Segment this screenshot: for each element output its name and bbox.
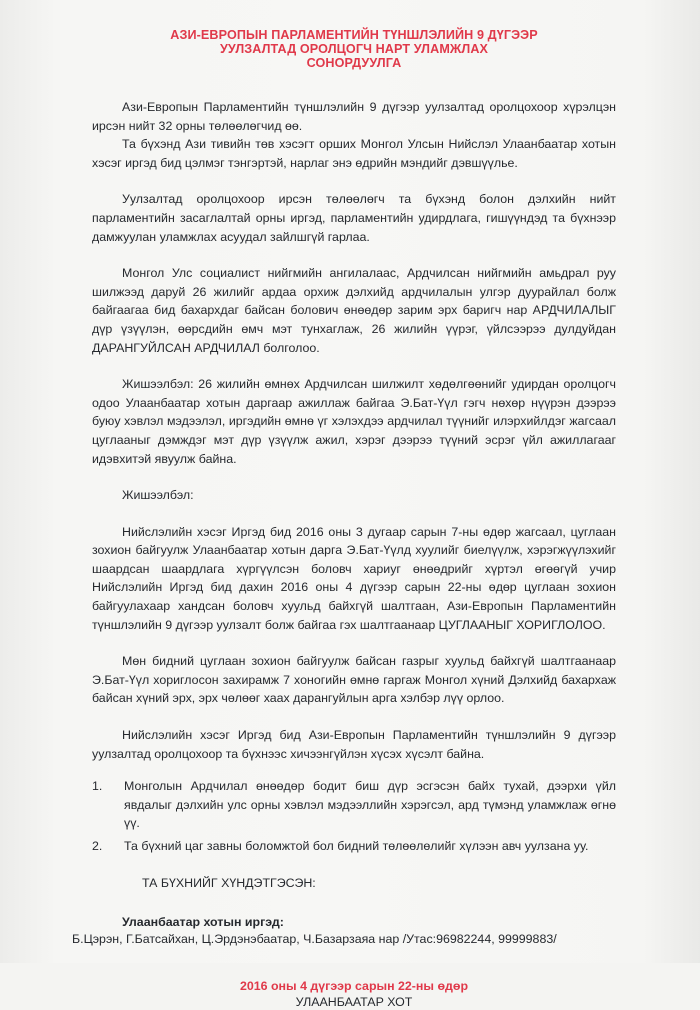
document-city: УЛААНБААТАР ХОТ — [295, 994, 413, 1009]
document-title — [92, 28, 616, 70]
paragraph-greeting: Ази-Европын Парламентийн түншлэлийн 9 дүгээр уулзалтад оролцохоор хүрэлцэн ирсэн нийт 32 орны төлөөлөгчид өө. — [92, 100, 616, 133]
list-item-number: 1. — [92, 779, 103, 794]
paragraph-decree: Мөн бидний цуглаан зохион байгуулж байсан газрыг хуульд байхгүй шалтгаанаар Э.Бат-Үүл хориглосон захирамж 7 хоногийн өмнө гаргаж Монгол хүний Дэлхийд бахархаж байсан хүний эрх, эрх чөлөөг хаах дарангуйлын арга хэлбэр лүү орлоо. — [92, 654, 616, 706]
paragraph-protest-ban: Нийслэлийн хэсэг Иргэд бид 2016 оны 3 дугаар сарын 7-ны өдөр жагсаал, цуглаан зохион байгуулж Улаанбаатар хотын дарга Э.Бат-Үүлд хуулийг биелүүлж, хэрэгжүүлэхийг шаардсан шаардлага хүргүүлсэн боловч хариуг өнөөдрийг хүртэл өгөөгүй учир Нийслэлийн Иргэд бид дахин 2016 оны 4 дүгээр сарын 22-ны өдөр цуглаан зохион байгуулахаар хандсан боловч хуульд байхгүй шалтгаан, Ази-Европын Парламентийн түншлэлийн 9 дүгээр уулзалт болж байгаа гэх шалтгаанаар ЦУГЛААНЫГ ХОРИГЛОЛОО. — [92, 524, 616, 632]
list-item — [92, 777, 616, 833]
title-line-3: СОНОРДУУЛГА — [306, 56, 402, 70]
list-item-number: 2. — [92, 839, 103, 853]
closing-respect: ТА БҮХНИЙГ ХҮНДЭТГЭСЭН: — [142, 875, 316, 890]
paragraph-example-mayor: Жишээлбэл: 26 жилийн өмнөх Ардчилсан шилжилт хөдөлгөөнийг удирдан оролцогч одоо Улаанбаатар хотын даргаар ажиллаж байгаа Э.Бат-Үүл гэгч нөхөр нүүрэн дээрээ буюу хэвлэл мэдээлэл, иргэдийн өмнө үг хэлэхдээ ардчилал түүнийг илэрхийлдэг жагсаал цуглааныг дэмждэг мэт дүр үзүүлж ажил, хэрэг дээрээ түүний эсрэг үйл ажиллагааг идэвхитэй явуулж байна. — [92, 377, 616, 466]
title-line-1: АЗИ-ЕВРОПЫН ПАРЛАМЕНТИЙН ТҮНШЛЭЛИЙН 9 ДҮГЭЭР — [170, 28, 538, 42]
title-line-2: УУЛЗАЛТАД ОРОЛЦОГЧ НАРТ УЛАМЖЛАХ — [219, 42, 489, 56]
paragraph-example-label: Жишээлбэл: — [122, 488, 194, 503]
signatories-label: Улаанбаатар хотын иргэд: — [122, 914, 284, 929]
list-item-text: Та бүхний цаг завны боломжтой бол бидний төлөөлөлийг хүлээн авч уулзана уу. — [124, 839, 589, 853]
paragraph-wishes: Та бүхэнд Ази тивийн төв хэсэгт орших Монгол Улсын Нийслэл Улаанбаатар хотын хэсэг иргэд бид цэлмэг тэнгэртэй, нарлаг энэ өдрийн мэндийг дэвшүүлье. — [92, 137, 616, 170]
paragraph-democracy: Монгол Улс социалист нийгмийн ангилалаас, Ардчилсан нийгмийн амьдрал руу шилжээд даруй 26 жилийг ардаа орхиж дэлхийд ардчилалын улгэр дуурайлал болж байгаагаа бид бахархдаг байсан болович өнөөдөр зарим эрх баригч нар АРДЧИЛАЛЫГ дүр үзүүлэн, өөрсдийн өмч мэт тунхаглаж, 26 жилийн үүрэг, үйлсээрээ дулдуйдан ДАРАНГУЙЛСАН АРДЧИЛАЛ болголоо. — [92, 266, 616, 355]
signatories-names: Б.Цэрэн, Г.Батсайхан, Ц.Эрдэнэбаатар, Ч.Базарзаяа нар /Утас:96982244, 99999883/ — [72, 931, 557, 946]
document-date: 2016 оны 4 дүгээр сарын 22-ны өдөр — [239, 978, 469, 993]
list-item-text: Монголын Ардчилал өнөөдөр бодит биш дүр эсгэсэн байх тухай, дээрхи үйл явдалыг дэлхийн улс орны хэвлэл мэдээллийн хэрэгсэл, ард түмэнд уламжлаж өгнө үү. — [124, 779, 616, 831]
request-list — [92, 777, 616, 855]
paragraph-request-intro: Нийслэлийн хэсэг Иргэд бид Ази-Европын Парламентийн түншлэлийн 9 дүгээр уулзалтад оролцохоор та бүхнээс хичээнгүйлэн хүсэх хүсэлт байна. — [92, 728, 616, 761]
list-item — [92, 837, 616, 856]
paragraph-purpose: Уулзалтад оролцохоор ирсэн төлөөлөгч та бүхэнд болон дэлхийн нийт парламентийн засаглалтай орны иргэд, парламентийн удирдлага, гишүүндэд та бүхнээр дамжуулан уламжлах асуудал зайлшгүй гарлаа. — [92, 192, 616, 244]
